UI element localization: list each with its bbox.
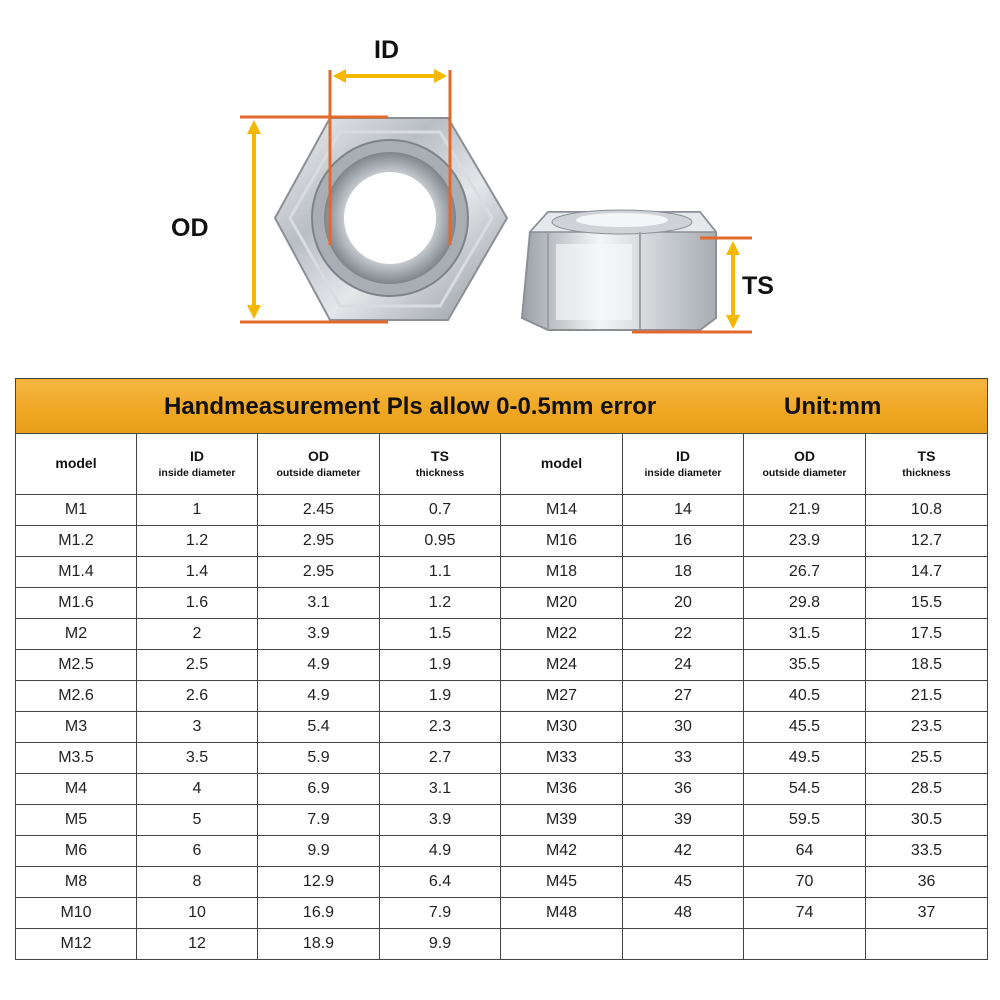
cell-ts: 1.2 — [380, 588, 501, 619]
cell-id: 27 — [623, 681, 744, 712]
cell-od: 3.1 — [258, 588, 380, 619]
cell-ts: 30.5 — [866, 805, 988, 836]
cell-ts: 21.5 — [866, 681, 988, 712]
cell-od: 45.5 — [744, 712, 866, 743]
header-ts-label: TS — [917, 448, 936, 464]
size-spec-table — [15, 378, 988, 960]
cell-od: 54.5 — [744, 774, 866, 805]
cell-id: 1.6 — [137, 588, 258, 619]
cell-model: M6 — [16, 836, 137, 867]
header-id — [137, 434, 258, 495]
cell-ts: 14.7 — [866, 557, 988, 588]
header-id-sub: inside diameter — [644, 467, 722, 479]
cell-model: M36 — [501, 774, 623, 805]
cell-od: 74 — [744, 898, 866, 929]
cell-ts: 1.1 — [380, 557, 501, 588]
table-row — [16, 681, 988, 712]
id-label: ID — [374, 36, 399, 64]
cell-id: 33 — [623, 743, 744, 774]
cell-id: 14 — [623, 495, 744, 526]
cell-id: 48 — [623, 898, 744, 929]
cell-model: M1.4 — [16, 557, 137, 588]
cell-od — [744, 929, 866, 960]
cell-od: 12.9 — [258, 867, 380, 898]
cell-model: M20 — [501, 588, 623, 619]
cell-od: 6.9 — [258, 774, 380, 805]
cell-ts: 12.7 — [866, 526, 988, 557]
header-model — [16, 434, 137, 495]
cell-ts: 28.5 — [866, 774, 988, 805]
cell-model: M39 — [501, 805, 623, 836]
cell-model: M3 — [16, 712, 137, 743]
cell-id: 16 — [623, 526, 744, 557]
cell-ts: 6.4 — [380, 867, 501, 898]
header-id-label: ID — [676, 448, 690, 464]
cell-od: 18.9 — [258, 929, 380, 960]
cell-ts: 36 — [866, 867, 988, 898]
header-id — [623, 434, 744, 495]
header-ts-sub: thickness — [902, 467, 951, 479]
cell-ts: 18.5 — [866, 650, 988, 681]
header-od — [744, 434, 866, 495]
cell-od: 23.9 — [744, 526, 866, 557]
cell-ts: 23.5 — [866, 712, 988, 743]
header-od-label: OD — [794, 448, 815, 464]
cell-ts: 1.9 — [380, 650, 501, 681]
header-od-sub: outside diameter — [762, 467, 847, 479]
cell-od: 31.5 — [744, 619, 866, 650]
cell-model: M4 — [16, 774, 137, 805]
cell-od: 2.95 — [258, 526, 380, 557]
table-row — [16, 836, 988, 867]
header-ts — [866, 434, 988, 495]
table-header-row — [16, 434, 988, 495]
cell-id: 39 — [623, 805, 744, 836]
cell-id: 42 — [623, 836, 744, 867]
header-ts-sub: thickness — [415, 467, 465, 479]
cell-model: M1.6 — [16, 588, 137, 619]
cell-model: M33 — [501, 743, 623, 774]
cell-od: 5.9 — [258, 743, 380, 774]
ts-label: TS — [742, 272, 774, 300]
cell-id: 1 — [137, 495, 258, 526]
table-title: Handmeasurement Pls allow 0-0.5mm error — [164, 393, 657, 420]
cell-ts: 1.9 — [380, 681, 501, 712]
cell-od: 64 — [744, 836, 866, 867]
cell-od: 3.9 — [258, 619, 380, 650]
header-od — [258, 434, 380, 495]
cell-model: M10 — [16, 898, 137, 929]
cell-ts: 2.7 — [380, 743, 501, 774]
cell-id: 22 — [623, 619, 744, 650]
cell-id — [623, 929, 744, 960]
cell-model: M2.5 — [16, 650, 137, 681]
table-row — [16, 650, 988, 681]
header-id-sub: inside diameter — [158, 467, 236, 479]
cell-id: 24 — [623, 650, 744, 681]
cell-model: M14 — [501, 495, 623, 526]
cell-model: M48 — [501, 898, 623, 929]
cell-model: M42 — [501, 836, 623, 867]
cell-model: M8 — [16, 867, 137, 898]
cell-model: M2 — [16, 619, 137, 650]
cell-ts: 33.5 — [866, 836, 988, 867]
cell-ts: 17.5 — [866, 619, 988, 650]
table-row — [16, 743, 988, 774]
cell-id: 1.2 — [137, 526, 258, 557]
table-row — [16, 805, 988, 836]
cell-ts: 25.5 — [866, 743, 988, 774]
cell-od: 59.5 — [744, 805, 866, 836]
cell-od: 49.5 — [744, 743, 866, 774]
header-ts-label: TS — [431, 448, 449, 464]
front-nut — [275, 118, 507, 320]
cell-od: 2.95 — [258, 557, 380, 588]
cell-od: 4.9 — [258, 681, 380, 712]
header-model-label: model — [55, 455, 97, 471]
cell-od: 26.7 — [744, 557, 866, 588]
cell-od: 35.5 — [744, 650, 866, 681]
cell-ts: 0.95 — [380, 526, 501, 557]
cell-model: M2.6 — [16, 681, 137, 712]
table-row — [16, 557, 988, 588]
cell-id: 2.5 — [137, 650, 258, 681]
cell-model: M45 — [501, 867, 623, 898]
table-row — [16, 619, 988, 650]
cell-ts: 0.7 — [380, 495, 501, 526]
cell-model: M16 — [501, 526, 623, 557]
cell-ts: 2.3 — [380, 712, 501, 743]
cell-model — [501, 929, 623, 960]
cell-od: 29.8 — [744, 588, 866, 619]
cell-ts: 37 — [866, 898, 988, 929]
cell-od: 70 — [744, 867, 866, 898]
cell-id: 3 — [137, 712, 258, 743]
cell-id: 45 — [623, 867, 744, 898]
cell-od: 2.45 — [258, 495, 380, 526]
table-row — [16, 898, 988, 929]
header-model-label: model — [540, 455, 583, 471]
side-nut — [522, 210, 716, 330]
cell-od: 5.4 — [258, 712, 380, 743]
cell-ts: 7.9 — [380, 898, 501, 929]
cell-model: M12 — [16, 929, 137, 960]
cell-id: 12 — [137, 929, 258, 960]
cell-od: 4.9 — [258, 650, 380, 681]
cell-id: 18 — [623, 557, 744, 588]
table-row — [16, 712, 988, 743]
cell-ts: 15.5 — [866, 588, 988, 619]
cell-id: 1.4 — [137, 557, 258, 588]
table-title-row — [16, 379, 988, 434]
cell-od: 21.9 — [744, 495, 866, 526]
cell-ts — [866, 929, 988, 960]
table-unit: Unit:mm — [784, 393, 882, 420]
cell-od: 9.9 — [258, 836, 380, 867]
cell-model: M1 — [16, 495, 137, 526]
header-ts — [380, 434, 501, 495]
cell-id: 20 — [623, 588, 744, 619]
cell-id: 2 — [137, 619, 258, 650]
cell-model: M5 — [16, 805, 137, 836]
cell-model: M22 — [501, 619, 623, 650]
header-model — [501, 434, 623, 495]
hex-nut-illustration — [0, 0, 1000, 370]
table-row — [16, 588, 988, 619]
cell-ts: 1.5 — [380, 619, 501, 650]
cell-id: 5 — [137, 805, 258, 836]
cell-model: M3.5 — [16, 743, 137, 774]
header-od-label: OD — [308, 448, 329, 464]
cell-ts: 3.1 — [380, 774, 501, 805]
header-id-label: ID — [190, 448, 204, 464]
od-label: OD — [171, 214, 209, 242]
cell-id: 2.6 — [137, 681, 258, 712]
cell-model: M18 — [501, 557, 623, 588]
cell-id: 3.5 — [137, 743, 258, 774]
cell-ts: 10.8 — [866, 495, 988, 526]
table-row — [16, 867, 988, 898]
cell-id: 36 — [623, 774, 744, 805]
cell-model: M24 — [501, 650, 623, 681]
cell-ts: 3.9 — [380, 805, 501, 836]
cell-id: 4 — [137, 774, 258, 805]
cell-model: M1.2 — [16, 526, 137, 557]
cell-model: M30 — [501, 712, 623, 743]
dimension-figure — [0, 0, 1000, 370]
cell-od: 7.9 — [258, 805, 380, 836]
cell-od: 40.5 — [744, 681, 866, 712]
cell-id: 10 — [137, 898, 258, 929]
cell-od: 16.9 — [258, 898, 380, 929]
table-title-cell — [16, 379, 988, 434]
cell-ts: 9.9 — [380, 929, 501, 960]
header-od-sub: outside diameter — [276, 467, 361, 479]
table-row — [16, 495, 988, 526]
cell-id: 8 — [137, 867, 258, 898]
table-row — [16, 929, 988, 960]
table-row — [16, 526, 988, 557]
table-row — [16, 774, 988, 805]
cell-id: 6 — [137, 836, 258, 867]
cell-ts: 4.9 — [380, 836, 501, 867]
cell-model: M27 — [501, 681, 623, 712]
cell-id: 30 — [623, 712, 744, 743]
